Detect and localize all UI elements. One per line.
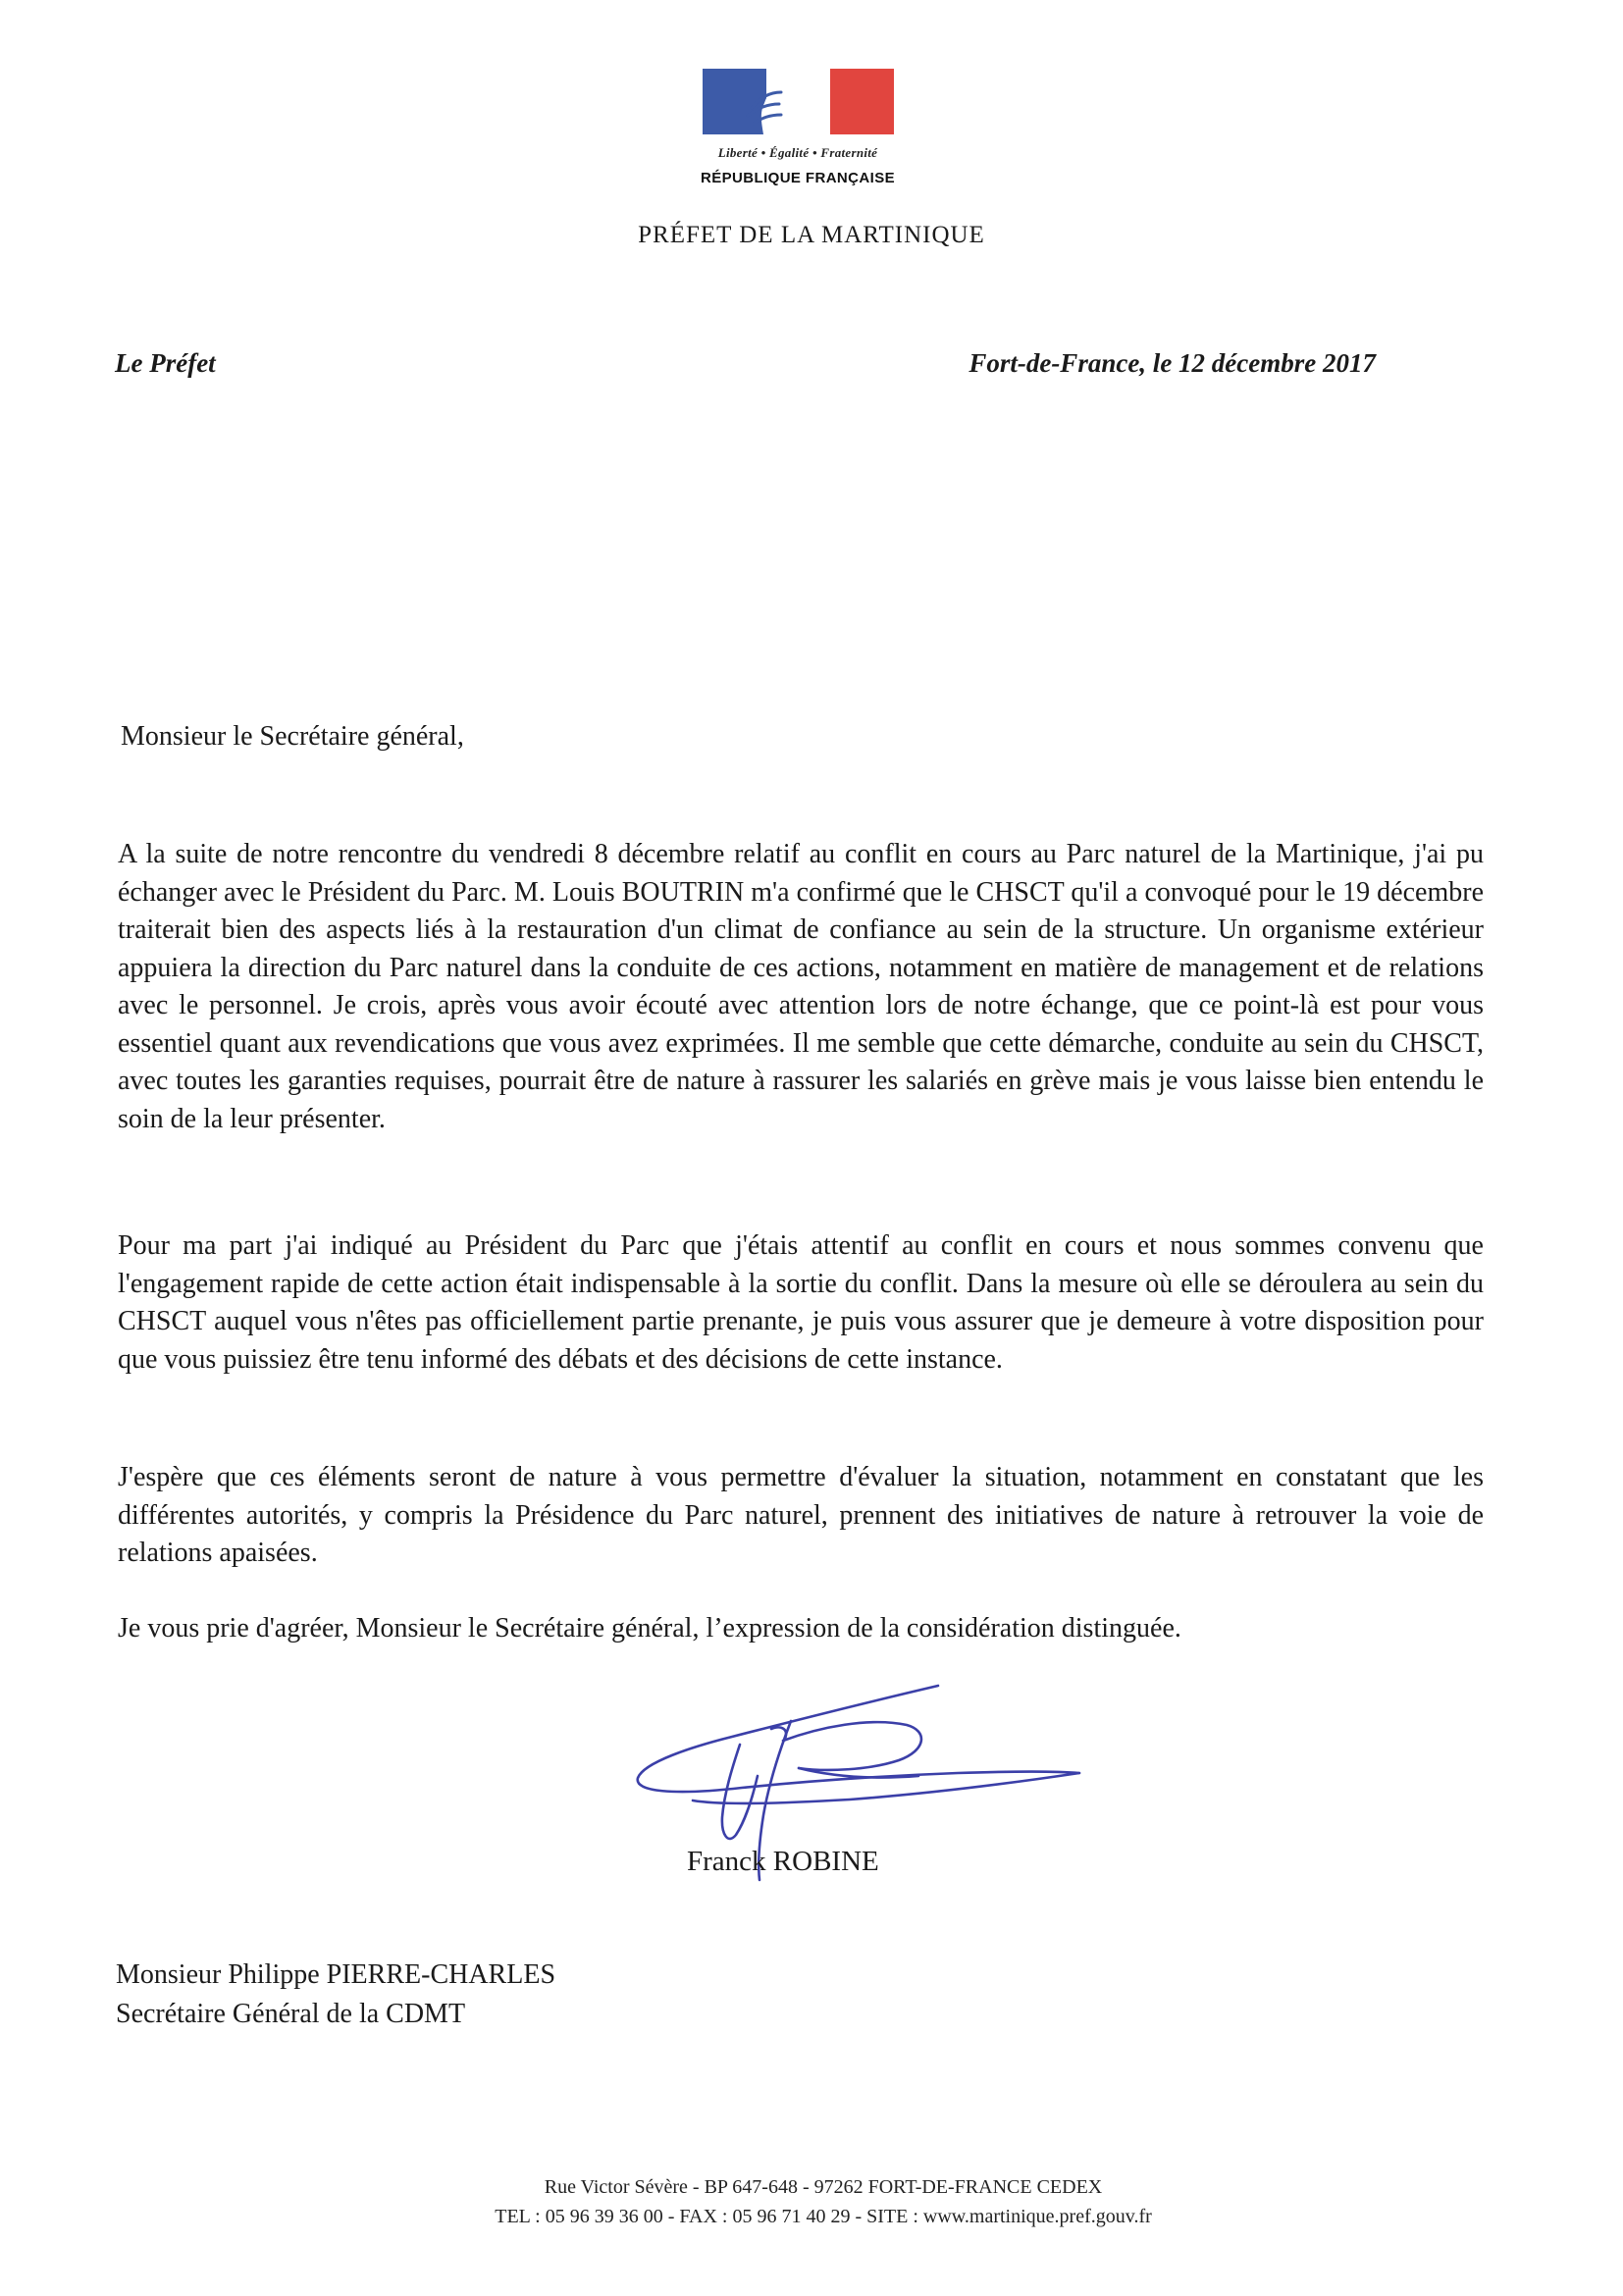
marianne-flag-logo-icon — [703, 69, 894, 134]
issuing-authority: PRÉFET DE LA MARTINIQUE — [638, 222, 985, 248]
signatory-name: Franck ROBINE — [687, 1846, 879, 1877]
recipient-title: Secrétaire Général de la CDMT — [116, 1999, 466, 2029]
closing-formula: Je vous prie d'agréer, Monsieur le Secrétaire général, l’expression de la considération distinguée. — [118, 1613, 1181, 1644]
footer-contact: TEL : 05 96 39 36 00 - FAX : 05 96 71 40 29 - SITE : www.martinique.pref.gouv.fr — [495, 2206, 1152, 2227]
republique-francaise-logo — [701, 69, 895, 196]
sender-title: Le Préfet — [115, 348, 216, 378]
republic-motto: Liberté • Égalité • Fraternité — [717, 145, 878, 160]
body-paragraph-1: A la suite de notre rencontre du vendredi 8 décembre relatif au conflit en cours au Parc naturel de la Martinique, j'ai pu échanger avec le Président du Parc. M. Louis BOUTRIN m'a confirmé que le CHSCT qu'il a convoqué pour le 19 décembre traiterait bien des aspects liés à la restauration d'un climat de confiance au sein de la structure. Un organisme extérieur appuiera la direction du Parc naturel dans la conduite de ces actions, notamment en matière de management et de relations avec le personnel. Je crois, après vous avoir écouté avec attention lors de notre échange, que ce point-là est pour vous essentiel quant aux revendications que vous avez exprimées. Il me semble que cette démarche, conduite au sein du CHSCT, avec toutes les garanties requises, pourrait être de nature à rassurer les salariés en grève mais je vous laisse bien entendu le soin de la leur présenter. — [118, 839, 1484, 1134]
salutation: Monsieur le Secrétaire général, — [121, 721, 464, 752]
handwritten-signature — [634, 1678, 1095, 1913]
flag-red-band — [830, 69, 894, 134]
body-paragraph-2: Pour ma part j'ai indiqué au Président du Parc que j'étais attentif au conflit en cours et nous sommes convenu que l'engagement rapide de cette action était indispensable à la sortie du conflit. Dans la mesure où elle se déroulera au sein du CHSCT auquel vous n'êtes pas officiellement partie prenante, je puis vous assurer que je demeure à votre disposition pour que vous puissiez être tenu informé des débats et des décisions de cette instance. — [118, 1230, 1484, 1375]
body-paragraph-3: J'espère que ces éléments seront de nature à vous permettre d'évaluer la situation, notamment en constatant que les différentes autorités, y compris la Présidence du Parc naturel, prennent des initiatives de nature à retrouver la voie de relations apaisées. — [118, 1462, 1484, 1568]
footer-address: Rue Victor Sévère - BP 647-648 - 97262 FORT-DE-FRANCE CEDEX — [544, 2176, 1103, 2198]
republic-name: RÉPUBLIQUE FRANÇAISE — [701, 170, 896, 186]
recipient-name: Monsieur Philippe PIERRE-CHARLES — [116, 1959, 556, 1990]
place-and-date: Fort-de-France, le 12 décembre 2017 — [969, 348, 1376, 378]
